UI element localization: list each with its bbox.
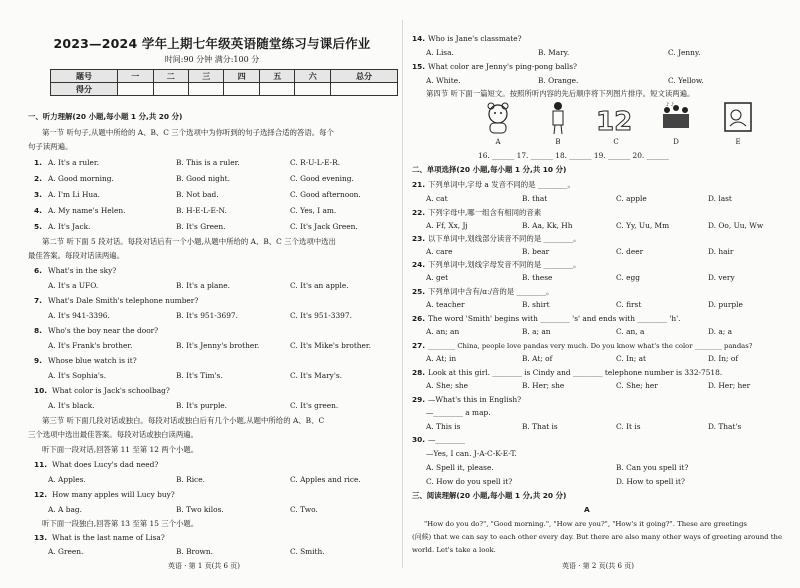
score-cell: 得分 [51, 83, 118, 96]
score-input-cell[interactable] [189, 83, 224, 96]
question-number: 7. [34, 296, 42, 305]
option-a[interactable]: A. Spell it, please. [426, 463, 494, 472]
option-b[interactable]: B. Orange. [538, 76, 579, 85]
question-text: What color are Jenny's ping-pong balls? [428, 62, 577, 71]
option-a[interactable]: A. It's Frank's brother. [48, 341, 133, 350]
question-text: 下列单词中,划线字母发音不同的是 ________。 [428, 260, 581, 269]
option-c[interactable]: C. In; at [616, 354, 646, 363]
option-c[interactable]: C. Yellow. [668, 76, 704, 85]
section3-intro-cont: 三个选项中选出最佳答案。每段对话或独白读两遍。 [28, 430, 198, 439]
page-divider [402, 20, 403, 568]
option-b[interactable]: B. Can you spell it? [616, 463, 689, 472]
option-c[interactable]: C. It's Jack Green. [290, 222, 358, 231]
person-picture [542, 100, 574, 136]
option-a[interactable]: A. This is [426, 422, 461, 431]
option-a[interactable]: A. teacher [426, 300, 465, 309]
option-b[interactable]: B. It's Tim's. [176, 371, 223, 380]
option-c[interactable]: C. It's an apple. [290, 281, 349, 290]
option-a[interactable]: A. get [426, 273, 449, 282]
option-a[interactable]: A. Lisa. [426, 48, 454, 57]
picture-label: E [735, 138, 741, 146]
option-b[interactable]: B. H-E-L-E-N. [176, 206, 227, 215]
picture-label: C [613, 138, 619, 146]
question-number: 29. [412, 395, 426, 404]
option-c[interactable]: C. Jenny. [668, 48, 701, 57]
question-text: 下列单词中,字母 a 发音不同的是 ________。 [428, 180, 575, 189]
question-number: 30. [412, 435, 426, 444]
option-c[interactable]: C. egg [616, 273, 640, 282]
part2-title: 二、单项选择(20 小题,每小题 1 分,共 10 分) [412, 165, 567, 174]
question-number: 23. [412, 234, 426, 243]
option-c[interactable]: C. How do you spell it? [426, 477, 513, 486]
section1-intro-cont: 句子读两遍。 [28, 142, 73, 151]
option-c[interactable]: C. She; her [616, 381, 658, 390]
option-a[interactable]: A. It's Jack. [48, 222, 91, 231]
listening-instruction: 听下面一段对话,回答第 11 至第 12 两个小题。 [42, 445, 199, 454]
option-a[interactable]: A. She; she [426, 381, 468, 390]
section2-intro: 第二节 听下面 5 段对话。每段对话后有一个小题,从题中所给的 A、B、C 三个选项中选出 [42, 237, 336, 246]
option-b[interactable]: B. Not bad. [176, 190, 219, 199]
option-a[interactable]: A. It's a ruler. [48, 158, 99, 167]
question-text: Whose blue watch is it? [48, 356, 137, 365]
question-text-cont: —________ a map. [426, 408, 491, 417]
score-cell: 一 [118, 70, 153, 83]
question-number: 4. [34, 206, 42, 215]
page-footer: 英语 · 第 2 页(共 6 页) [562, 562, 634, 570]
question-number: 10. [34, 386, 48, 395]
question-number: 5. [34, 222, 42, 231]
option-c[interactable]: C. an, a [616, 327, 645, 336]
option-c[interactable]: C. It's 951-3397. [290, 311, 352, 320]
option-b[interactable]: B. It's a plane. [176, 281, 230, 290]
listening-instruction: 听下面一段独白,回答第 13 至第 15 三个小题。 [42, 519, 199, 528]
score-cell: 三 [189, 70, 224, 83]
option-c[interactable]: C. Smith. [290, 547, 325, 556]
option-b[interactable]: B. This is a ruler. [176, 158, 240, 167]
option-d[interactable]: D. That's [708, 422, 742, 431]
question-number: 12. [34, 490, 48, 499]
option-c[interactable]: C. Two. [290, 505, 318, 514]
question-number: 13. [34, 533, 48, 542]
question-text: 以下单词中,划线部分读音不同的是 ________。 [428, 234, 581, 243]
numbers-picture [594, 100, 633, 136]
option-d[interactable]: D. How to spell it? [616, 477, 685, 486]
score-cell: 六 [295, 70, 330, 83]
option-a[interactable]: A. At; in [426, 354, 457, 363]
question-text: The word 'Smith' begins with ________ 's' and ends with ________ 'h'. [428, 314, 681, 323]
question-number: 2. [34, 174, 42, 183]
score-input-cell[interactable] [224, 83, 259, 96]
option-a[interactable]: A. Green. [48, 547, 84, 556]
question-text: What's Dale Smith's telephone number? [48, 296, 199, 305]
part3-title: 三、阅读理解(20 小题,每小题 1 分,共 20 分) [412, 491, 567, 500]
option-c[interactable]: C. It's Mike's brother. [290, 341, 371, 350]
option-a[interactable]: A. Apples. [48, 475, 86, 484]
option-d[interactable]: D. In; of [708, 354, 739, 363]
picture-label: A [495, 138, 501, 146]
option-b[interactable]: B. It's purple. [176, 401, 228, 410]
question-number: 11. [34, 460, 48, 469]
option-a[interactable]: A. It's a UFO. [48, 281, 99, 290]
framed-picture [722, 100, 754, 136]
option-b[interactable]: B. shirt [522, 300, 550, 309]
score-value-row [51, 83, 398, 96]
option-c[interactable]: C. first [616, 300, 642, 309]
picture-label: B [555, 138, 561, 146]
option-b[interactable]: B. Her; she [522, 381, 565, 390]
score-header-row [51, 70, 398, 83]
score-cell: 题号 [51, 70, 118, 83]
passage-text: "How do you do?", "Good morning.", "How are you?", "How's it going?". These are greetings [424, 520, 747, 528]
option-c[interactable]: C. It's Mary's. [290, 371, 343, 380]
option-a[interactable]: A. Ff, Xx, Jj [426, 221, 468, 230]
option-b[interactable]: B. bear [522, 247, 550, 256]
question-number: 3. [34, 190, 42, 199]
option-b[interactable]: B. It's 951-3697. [176, 311, 238, 320]
option-b[interactable]: B. It's Jenny's brother. [176, 341, 260, 350]
question-text: —________ [428, 435, 465, 444]
question-text: —What's this in English? [428, 395, 522, 404]
question-number: 9. [34, 356, 42, 365]
question-number: 6. [34, 266, 42, 275]
svg-text:♪ ♪: ♪ ♪ [666, 102, 674, 108]
question-text: ________ China, people love pandas very much. Do you know what's the color ________ pandas? [428, 342, 753, 350]
question-text: 下列单词中含有/ɑː/音的是 ________。 [428, 287, 554, 296]
score-cell: 总分 [330, 70, 397, 83]
option-d[interactable]: D. very [708, 273, 735, 282]
option-a[interactable]: A. It's black. [48, 401, 95, 410]
question-text: What is the last name of Lisa? [52, 533, 165, 542]
bear-picture [482, 100, 514, 136]
question-number: 24. [412, 260, 426, 269]
question-text: How many apples will Lucy buy? [52, 490, 175, 499]
question-number: 27. [412, 341, 426, 350]
option-a[interactable]: A. My name's Helen. [48, 206, 126, 215]
option-b[interactable]: B. It's Green. [176, 222, 226, 231]
option-a[interactable]: A. Good morning. [48, 174, 114, 183]
score-input-cell[interactable] [330, 83, 397, 96]
score-input-cell[interactable] [118, 83, 153, 96]
question-number: 14. [412, 34, 426, 43]
score-cell: 五 [259, 70, 294, 83]
option-a[interactable]: A. It's Sophia's. [48, 371, 107, 380]
question-number: 8. [34, 326, 42, 335]
option-a[interactable]: A. A bag. [48, 505, 82, 514]
question-text: What does Lucy's dad need? [52, 460, 159, 469]
option-d[interactable]: D. Oo, Uu, Ww [708, 221, 764, 230]
option-c[interactable]: C. R-U-L-E-R. [290, 158, 341, 167]
option-c[interactable]: C. Good evening. [290, 174, 354, 183]
passage-text: (问候) that we can say to each other every day. But there are also many other ways of greeting around the [412, 533, 783, 541]
question-number: 1. [34, 158, 42, 167]
option-a[interactable]: A. cat [426, 194, 448, 203]
question-text: What's in the sky? [48, 266, 117, 275]
part1-title: 一、听力理解(20 小题,每小题 1 分,共 20 分) [28, 112, 183, 121]
option-d[interactable]: D. purple [708, 300, 743, 309]
option-b[interactable]: B. Mary. [538, 48, 570, 57]
option-a[interactable]: A. care [426, 247, 453, 256]
passage-text: world. Let's take a look. [412, 546, 496, 554]
option-d[interactable]: D. last [708, 194, 732, 203]
option-b[interactable]: B. a; an [522, 327, 551, 336]
option-c[interactable]: C. Good afternoon. [290, 190, 361, 199]
picture-order-blanks[interactable]: 16. ______ 17. ______ 18. ______ 19. ______ 20. ______ [478, 151, 669, 160]
score-cell: 四 [224, 70, 259, 83]
question-text: 下列字母中,哪一组含有相同的音素 [428, 208, 542, 217]
score-input-cell[interactable] [153, 83, 188, 96]
option-b[interactable]: B. Aa, Kk, Hh [522, 221, 573, 230]
page-footer: 英语 · 第 1 页(共 6 页) [168, 562, 240, 570]
option-b[interactable]: B. At; of [522, 354, 553, 363]
option-c[interactable]: C. Yy, Uu, Mm [616, 221, 670, 230]
option-c[interactable]: C. deer [616, 247, 644, 256]
question-text: Who is Jane's classmate? [428, 34, 522, 43]
exam-title: 2023—2024 学年上期七年级英语随堂练习与课后作业 [53, 36, 371, 51]
section2-intro-cont: 最佳答案。每段对话读两遍。 [28, 251, 125, 260]
option-c[interactable]: C. Apples and rice. [290, 475, 361, 484]
option-b[interactable]: B. Two kilos. [176, 505, 224, 514]
option-a[interactable]: A. an; an [426, 327, 460, 336]
passage-label: A [584, 505, 590, 514]
option-a[interactable]: A. It's 941-3396. [48, 311, 110, 320]
people-picture [660, 100, 692, 136]
option-c[interactable]: C. It is [616, 422, 641, 431]
option-c[interactable]: C. It's green. [290, 401, 339, 410]
option-a[interactable]: A. White. [426, 76, 461, 85]
option-b[interactable]: B. That is [522, 422, 558, 431]
section1-intro: 第一节 听句子,从题中所给的 A、B、C 三个选项中为你听到的句子选择合适的答语。每个 [42, 128, 334, 137]
score-input-cell[interactable] [259, 83, 294, 96]
option-b[interactable]: B. Brown. [176, 547, 213, 556]
option-b[interactable]: B. that [522, 194, 548, 203]
section3-intro: 第三节 听下面几段对话或独白。每段对话或独白后有几个小题,从题中所给的 A、B、C [42, 416, 325, 425]
option-b[interactable]: B. Rice. [176, 475, 205, 484]
option-d[interactable]: D. Her; her [708, 381, 751, 390]
question-text: Look at this girl. ________ is Cindy and ________ telephone number is 332-7518. [428, 368, 723, 377]
question-number: 22. [412, 208, 426, 217]
section4-intro: 第四节 听下面一篇短文。按照所听内容的先后顺序将下列图片排序。短文读两遍。 [426, 89, 695, 98]
option-c[interactable]: C. Yes, I am. [290, 206, 337, 215]
score-cell: 二 [153, 70, 188, 83]
picture-row [482, 100, 782, 150]
picture-label: D [673, 138, 679, 146]
score-table [50, 69, 398, 96]
score-input-cell[interactable] [295, 83, 330, 96]
option-d[interactable]: D. hair [708, 247, 734, 256]
question-text: Who's the boy near the door? [48, 326, 159, 335]
option-c[interactable]: C. apple [616, 194, 647, 203]
option-a[interactable]: A. I'm Li Hua. [48, 190, 100, 199]
question-text: What color is Jack's schoolbag? [52, 386, 170, 395]
question-text-cont: —Yes, I can. J-A-C-K-E-T. [426, 449, 517, 458]
question-number: 25. [412, 287, 426, 296]
svg-text:12: 12 [596, 107, 633, 136]
question-number: 21. [412, 180, 426, 189]
option-b[interactable]: B. these [522, 273, 553, 282]
option-b[interactable]: B. Good night. [176, 174, 230, 183]
option-d[interactable]: D. a; a [708, 327, 733, 336]
question-number: 26. [412, 314, 426, 323]
question-number: 15. [412, 62, 426, 71]
question-number: 28. [412, 368, 426, 377]
exam-subtitle: 时间:90 分钟 满分:100 分 [164, 55, 260, 64]
